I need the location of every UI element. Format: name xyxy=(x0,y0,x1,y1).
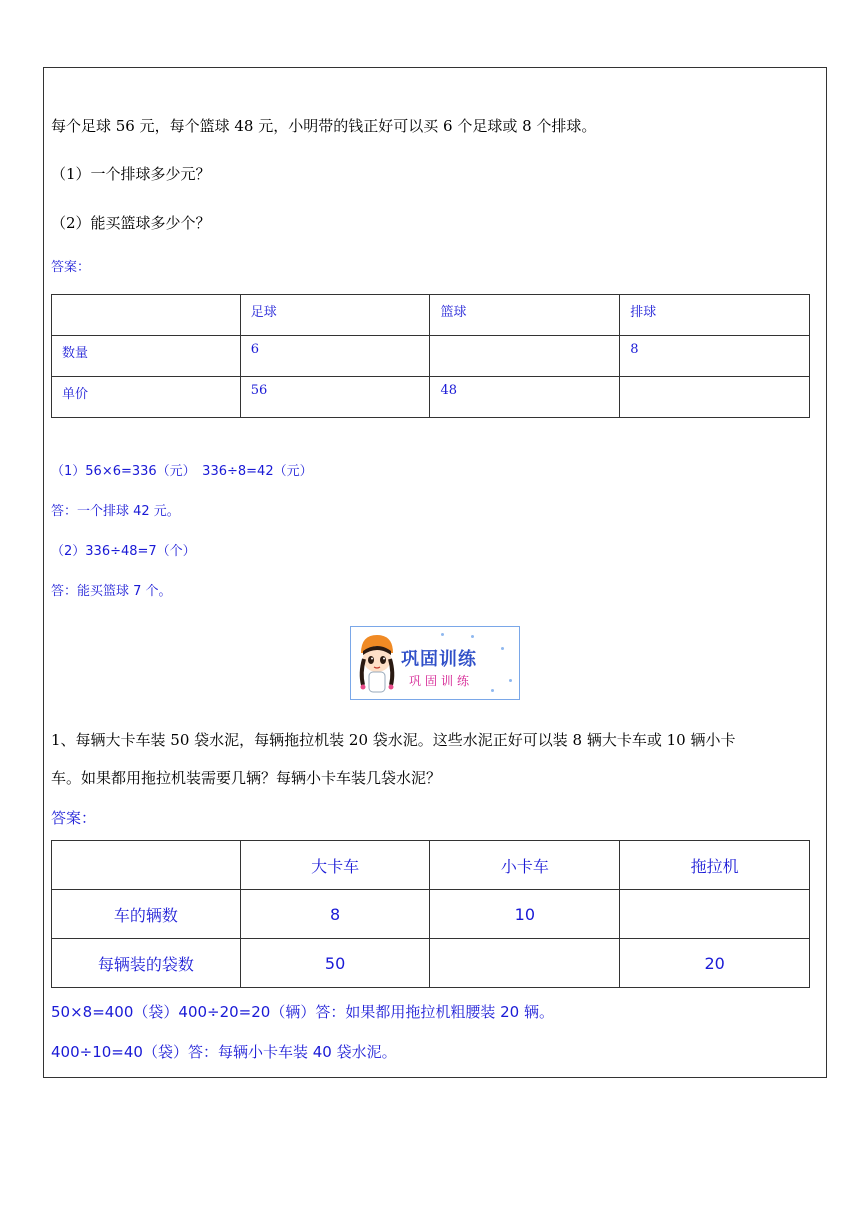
table-cell: 8 xyxy=(240,890,430,939)
table-cell: 56 xyxy=(240,377,430,418)
table-row xyxy=(52,295,810,336)
table-row xyxy=(52,336,810,377)
problem1-answer-label: 答案： xyxy=(51,260,91,275)
problem2-question-line1: 1、每辆大卡车装 50 袋水泥，每辆拖拉机装 20 袋水泥。这些水泥正好可以装 8 辆大卡车或 10 辆小卡 xyxy=(51,731,736,749)
sparkle-decoration xyxy=(501,647,504,650)
table-cell: 10 xyxy=(430,890,620,939)
table-cell: 8 xyxy=(620,336,810,377)
problem1-ans1: 答：一个排球 42 元。 xyxy=(51,504,180,519)
table-cell: 大卡车 xyxy=(240,841,430,890)
table-cell: 每辆装的袋数 xyxy=(52,939,241,988)
problem2-table xyxy=(51,840,810,988)
problem2-solution-line2: 400÷10=40（袋）答：每辆小卡车装 40 袋水泥。 xyxy=(51,1043,397,1061)
table-cell: 48 xyxy=(430,377,620,418)
problem2-answer-label: 答案： xyxy=(51,809,97,827)
table-cell xyxy=(52,295,241,336)
table-cell xyxy=(620,890,810,939)
problem1-q1: （1）一个排球多少元？ xyxy=(51,165,211,183)
problem1-calc2: （2）336÷48=7（个） xyxy=(51,544,196,559)
problem2-solution-line1: 50×8=400（袋）400÷20=20（辆）答：如果都用拖拉机粗腰装 20 辆。 xyxy=(51,1003,554,1021)
table-cell: 6 xyxy=(240,336,430,377)
problem1-ans2: 答：能买篮球 7 个。 xyxy=(51,584,172,599)
table-cell: 车的辆数 xyxy=(52,890,241,939)
table-cell: 单价 xyxy=(52,377,241,418)
problem1-q2: （2）能买篮球多少个？ xyxy=(51,214,211,232)
table-cell xyxy=(430,336,620,377)
table-row xyxy=(52,939,810,988)
sparkle-decoration xyxy=(491,689,494,692)
sparkle-decoration xyxy=(509,679,512,682)
table-cell: 排球 xyxy=(620,295,810,336)
practice-banner xyxy=(350,626,520,700)
sparkle-decoration xyxy=(471,635,474,638)
table-row xyxy=(52,377,810,418)
problem2-question-line2: 车。如果都用拖拉机装需要几辆？每辆小卡车装几袋水泥？ xyxy=(51,769,442,787)
table-cell: 篮球 xyxy=(430,295,620,336)
table-cell: 小卡车 xyxy=(430,841,620,890)
table-cell: 拖拉机 xyxy=(620,841,810,890)
problem1-question: 每个足球 56 元，每个篮球 48 元，小明带的钱正好可以买 6 个足球或 8 个排球。 xyxy=(51,117,597,135)
girl-cartoon-icon xyxy=(355,631,399,695)
banner-subtitle: 巩固训练 xyxy=(409,674,474,688)
table-cell: 数量 xyxy=(52,336,241,377)
problem1-calc1: （1）56×6=336（元） 336÷8=42（元） xyxy=(51,464,313,479)
table-cell: 足球 xyxy=(240,295,430,336)
sparkle-decoration xyxy=(441,633,444,636)
table-cell: 20 xyxy=(620,939,810,988)
table-cell: 50 xyxy=(240,939,430,988)
problem1-table xyxy=(51,294,810,418)
table-cell xyxy=(620,377,810,418)
banner-title: 巩固训练 xyxy=(401,649,477,670)
table-cell xyxy=(430,939,620,988)
table-row xyxy=(52,890,810,939)
table-cell xyxy=(52,841,241,890)
table-row xyxy=(52,841,810,890)
